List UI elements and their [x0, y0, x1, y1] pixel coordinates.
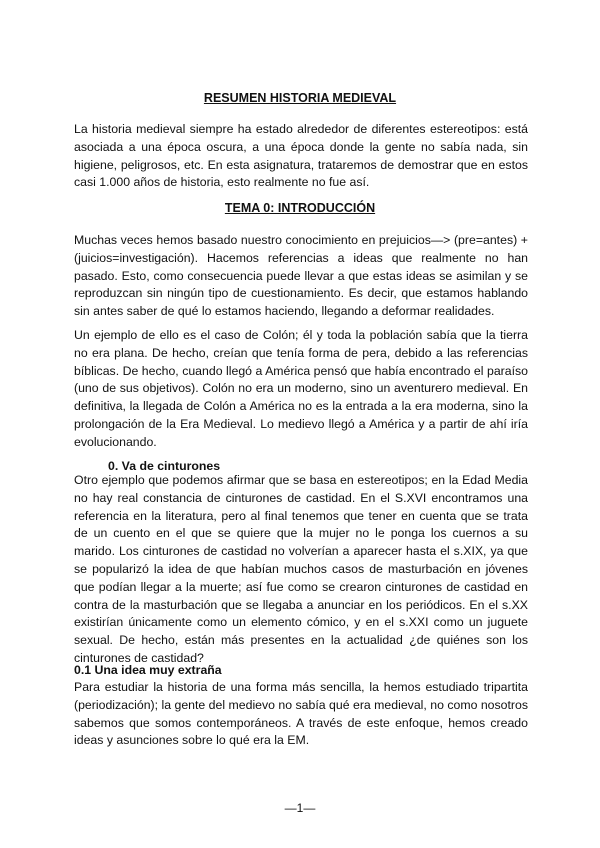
paragraph-colon: Un ejemplo de ello es el caso de Colón; él y toda la población sabía que la tierra no era plana. De hecho, creían que tenía forma de pera, debido a las referencias bíblicas. De hecho, cuando llegó a América pensó que había encontrado el paraíso (uno de sus objetivos). Colón no era un moderno, sino un aventurero medieval. En definitiva, la llegada de Colón a América no es la entrada a la era moderna, sino la prolongación de la Era Medieval. Lo medievo llegó a América y a partir de ahí iría evolucionando.: [74, 328, 528, 449]
section-01-paragraph: Para estudiar la historia de una forma más sencilla, la hemos estudiado tripartita (periodización); la gente del medievo no sabía qué era medieval, no como nosotros sabemos que somos contemporáneos. A través de este enfoque, hemos creado ideas y asunciones sobre lo qué era la EM.: [74, 680, 528, 748]
page-number: —1—: [284, 801, 316, 815]
document-title: RESUMEN HISTORIA MEDIEVAL: [203, 91, 397, 105]
section-01-heading: 0.1 Una idea muy extraña: [74, 663, 222, 677]
intro-paragraph: La historia medieval siempre ha estado alrededor de diferentes estereotipos: está asociada a una época oscura, a una época donde la gente no sabía nada, sin higiene, peligrosos, etc. En esta asignatura, trataremos de demostrar que en estos casi 1.000 años de historia, esto realmente no fue así.: [74, 122, 528, 190]
section-0-paragraph: Otro ejemplo que podemos afirmar que se basa en estereotipos; en la Edad Media no hay real constancia de cinturones de castidad. En el S.XVI encontramos una referencia en la literatura, pero al final tenemos que tener en cuenta que se trata de un cuento en el que se quiere que la mujer no le ponga los cuernos a su marido. Los cinturones de castidad no volverían a aparecer hasta el s.XIX, ya que se popularizó la idea de que habían muchos casos de masturbación en jóvenes que podían llegar a la muerte; así fue como se crearon cinturones de castidad en contra de la masturbación que se llegaba a anunciar en los periódicos. En el s.XX existirían únicamente como un elemento cómico, y en el s.XXI como un juguete sexual. De hecho, están más presentes en la actualidad ¿de quiénes son los cinturones de castidad?: [74, 473, 528, 665]
section-0-heading: 0. Va de cinturones: [108, 459, 221, 473]
paragraph-prejuicios: Muchas veces hemos basado nuestro conocimiento en prejuicios—> (pre=antes) + (juicios=investigación). Hacemos referencias a ideas que realmente no han pasado. Esto, como consecuencia puede llevar a que estas ideas se asimilan y se reproduzcan sin ningún tipo de cuestionamiento. Es decir, que estamos hablando sin antes saber de qué lo estamos haciendo, llegando a deformar realidades.: [74, 233, 528, 319]
topic-heading: TEMA 0: INTRODUCCIÓN: [224, 201, 376, 215]
